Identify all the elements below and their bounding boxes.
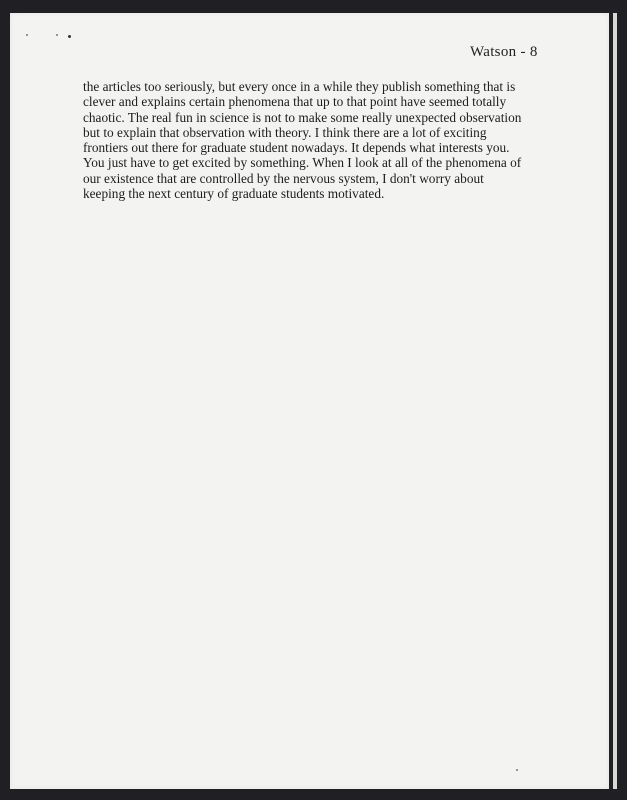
body-paragraph (83, 79, 543, 201)
text-line: the articles too seriously, but every once in a while they publish something that is (83, 79, 516, 94)
paper-speck (26, 34, 28, 36)
text-line: keeping the next century of graduate students motivated. (83, 186, 385, 202)
paper-edge (613, 13, 617, 789)
text-line: chaotic. The real fun in science is not to make some really unexpected observation (83, 109, 522, 125)
text-line: but to explain that observation with theory. I think there are a lot of exciting (83, 124, 487, 140)
text-line: You just have to get excited by something. When I look at all of the phenomena of (83, 155, 522, 171)
text-line: frontiers out there for graduate student nowadays. It depends what interests you. (83, 140, 510, 156)
paper-speck (68, 35, 71, 38)
paper-speck (516, 769, 518, 771)
text-line: our existence that are controlled by the nervous system, I don't worry about (83, 170, 484, 186)
page-header: Watson - 8 (470, 44, 538, 60)
text-line: clever and explains certain phenomena that up to that point have seemed totally (83, 94, 507, 110)
paper-speck (56, 34, 58, 36)
